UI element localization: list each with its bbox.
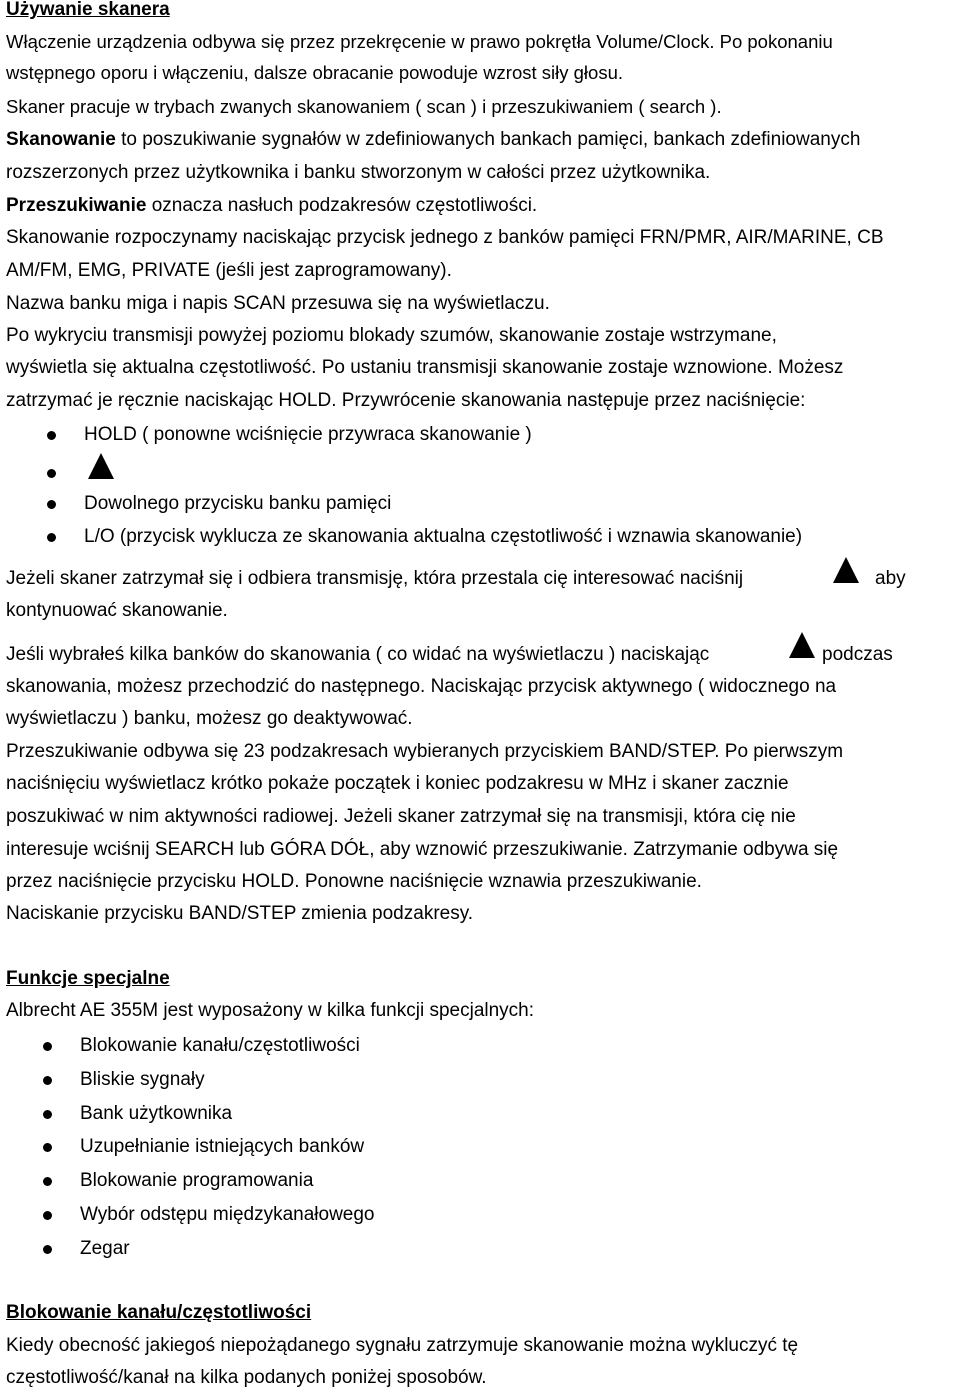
list-item: Blokowanie programowania <box>80 1170 314 1191</box>
list-item: L/O (przycisk wyklucza ze skanowania aktualna częstotliwość i wznawia skanowanie) <box>84 526 803 547</box>
list-item: Wybór odstępu międzykanałowego <box>80 1204 375 1225</box>
paragraph-line: Nazwa banku miga i napis SCAN przesuwa się na wyświetlaczu. <box>6 293 550 314</box>
term-scanning: Skanowanie <box>6 129 116 150</box>
paragraph-line: Jeśli wybrałeś kilka banków do skanowania ( co widać na wyświetlaczu ) naciskając <box>6 644 710 665</box>
paragraph-line: skanowania, możesz przechodzić do następnego. Naciskając przycisk aktywnego ( widocznego na <box>6 676 837 697</box>
section-title-using-scanner: Używanie skanera <box>6 0 170 20</box>
paragraph-line: interesuje wciśnij SEARCH lub GÓRA DÓŁ, aby wznowić przeszukiwanie. Zatrzymanie odbywa się <box>6 839 839 860</box>
list-item: Bliskie sygnały <box>80 1069 205 1090</box>
section-title-channel-lockout: Blokowanie kanału/częstotliwości <box>6 1302 312 1323</box>
list-item: Blokowanie kanału/częstotliwości <box>80 1035 360 1056</box>
paragraph-line: Przeszukiwanie odbywa się 23 podzakresach wybieranych przyciskiem BAND/STEP. Po pierwszym <box>6 741 844 762</box>
triangle-up-icon <box>833 557 859 583</box>
paragraph-text: oznacza nasłuch podzakresów częstotliwości. <box>146 195 538 216</box>
bullet-icon <box>43 1211 52 1220</box>
paragraph-line: Naciskanie przycisku BAND/STEP zmienia podzakresy. <box>6 903 474 924</box>
paragraph-line: Albrecht AE 355M jest wyposażony w kilka funkcji specjalnych: <box>6 1000 535 1021</box>
paragraph-line: wyświetla się aktualna częstotliwość. Po ustaniu transmisji skanowanie zostaje wznowione. Możesz <box>6 357 844 378</box>
paragraph-text: aby <box>875 568 906 589</box>
paragraph-text: podczas <box>822 644 893 665</box>
paragraph-line: Kiedy obecność jakiegoś niepożądanego sygnału zatrzymuje skanowanie można wykluczyć tę <box>6 1335 799 1356</box>
paragraph-line: wyświetlaczu ) banku, możesz go deaktywować. <box>6 708 413 729</box>
bullet-icon <box>43 1076 52 1085</box>
paragraph-line: Skanowanie rozpoczynamy naciskając przycisk jednego z banków pamięci FRN/PMR, AIR/MARINE, CB <box>6 227 884 248</box>
section-title-special-functions: Funkcje specjalne <box>6 968 170 989</box>
bullet-icon <box>43 1245 52 1254</box>
bullet-icon <box>47 469 56 478</box>
bullet-icon <box>43 1143 52 1152</box>
list-item: Uzupełnianie istniejących banków <box>80 1136 365 1157</box>
list-item: Zegar <box>80 1238 130 1259</box>
paragraph-line: wstępnego oporu i włączeniu, dalsze obracanie powoduje wzrost siły głosu. <box>6 62 624 83</box>
paragraph-line: Jeżeli skaner zatrzymał się i odbiera transmisję, która przestala cię interesować naciśnij <box>6 568 744 589</box>
bullet-icon <box>47 533 56 542</box>
paragraph-line: przez naciśnięcie przycisku HOLD. Ponowne naciśnięcie wznawia przeszukiwanie. <box>6 871 702 892</box>
list-item: Bank użytkownika <box>80 1103 233 1124</box>
bullet-icon <box>43 1042 52 1051</box>
bullet-icon <box>43 1110 52 1119</box>
term-search: Przeszukiwanie <box>6 195 147 216</box>
list-item: Dowolnego przycisku banku pamięci <box>84 493 392 514</box>
paragraph-line: Po wykryciu transmisji powyżej poziomu blokady szumów, skanowanie zostaje wstrzymane, <box>6 325 777 346</box>
paragraph-text: to poszukiwanie sygnałów w zdefiniowanych bankach pamięci, bankach zdefiniowanych <box>115 129 861 150</box>
paragraph-line: częstotliwość/kanał na kilka podanych poniżej sposobów. <box>6 1367 487 1388</box>
paragraph-line <box>6 190 537 222</box>
paragraph-line: AM/FM, EMG, PRIVATE (jeśli jest zaprogramowany). <box>6 260 452 281</box>
bullet-icon <box>47 500 56 509</box>
bullet-icon <box>43 1177 52 1186</box>
paragraph-line: naciśnięciu wyświetlacz krótko pokaże początek i koniec podzakresu w MHz i skaner zacznie <box>6 773 789 794</box>
triangle-up-icon <box>789 632 815 658</box>
bullet-icon <box>47 431 56 440</box>
paragraph-line: rozszerzonych przez użytkownika i banku stworzonym w całości przez użytkownika. <box>6 162 711 183</box>
triangle-up-icon <box>88 453 114 479</box>
paragraph-line <box>6 124 860 156</box>
paragraph-line: zatrzymać je ręcznie naciskając HOLD. Przywrócenie skanowania następuje przez naciśnięcie: <box>6 390 806 411</box>
paragraph-line: poszukiwać w nim aktywności radiowej. Jeżeli skaner zatrzymał się na transmisji, która cię nie <box>6 806 796 827</box>
paragraph-line: Włączenie urządzenia odbywa się przez przekręcenie w prawo pokrętła Volume/Clock. Po pokonaniu <box>6 31 833 52</box>
paragraph-line: Skaner pracuje w trybach zwanych skanowaniem ( scan ) i przeszukiwaniem ( search ). <box>6 96 722 117</box>
paragraph-line: kontynuować skanowanie. <box>6 600 228 621</box>
list-item: HOLD ( ponowne wciśnięcie przywraca skanowanie ) <box>84 424 532 445</box>
